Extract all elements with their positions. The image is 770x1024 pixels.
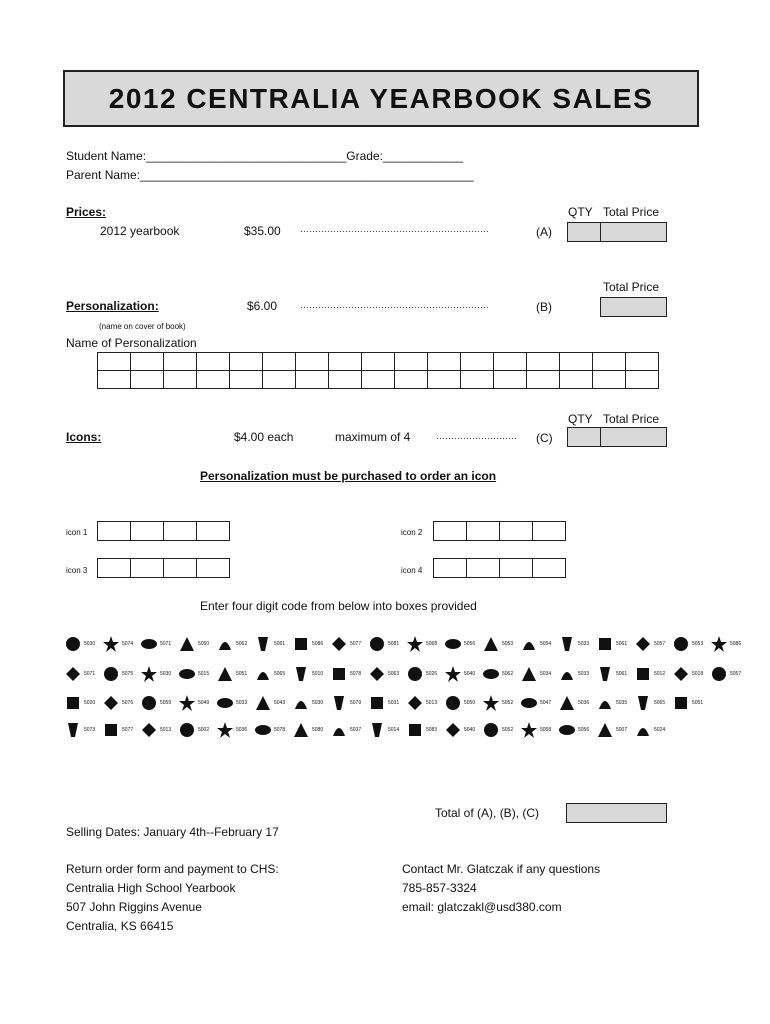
clipart-icon xyxy=(633,664,653,684)
icon-code: 5077 xyxy=(122,727,134,733)
icon-code: 5063 xyxy=(388,671,400,677)
icon3-label: icon 3 xyxy=(66,566,88,575)
catalog-icon xyxy=(253,634,291,654)
icon2-code-boxes[interactable] xyxy=(433,521,566,541)
clipart-icon xyxy=(177,720,197,740)
icon-code: 5007 xyxy=(616,727,628,733)
icon-catalog-row xyxy=(63,720,671,740)
return-line-3: 507 John Riggins Avenue xyxy=(66,900,202,914)
code-b: (B) xyxy=(536,300,552,314)
icon-code: 5053 xyxy=(502,641,514,647)
catalog-icon xyxy=(405,720,443,740)
catalog-icon xyxy=(671,634,709,654)
icon-catalog-row xyxy=(63,634,747,654)
icon4-code-boxes[interactable] xyxy=(433,558,566,578)
icon-code: 5015 xyxy=(198,671,210,677)
clipart-icon xyxy=(329,634,349,654)
catalog-icon xyxy=(557,634,595,654)
icon-code: 5040 xyxy=(464,727,476,733)
clipart-icon xyxy=(481,720,501,740)
clipart-icon xyxy=(595,664,615,684)
icon-code: 5059 xyxy=(160,700,172,706)
contact-line-1: Contact Mr. Glatczak if any questions xyxy=(402,862,601,876)
catalog-icon xyxy=(329,664,367,684)
clipart-icon xyxy=(63,720,83,740)
catalog-icon xyxy=(595,634,633,654)
catalog-icon xyxy=(367,634,405,654)
icon-code: 5051 xyxy=(236,671,248,677)
icon-code: 5013 xyxy=(160,727,172,733)
catalog-icon xyxy=(519,693,557,713)
catalog-icon xyxy=(671,664,709,684)
icon-code: 5030 xyxy=(312,700,324,706)
parent-name-field[interactable]: Parent Name:__________________________________________________ xyxy=(66,168,474,182)
catalog-icon xyxy=(139,693,177,713)
yearbook-qty-box[interactable] xyxy=(567,222,602,242)
icon-code: 5086 xyxy=(312,641,324,647)
icon-catalog-row xyxy=(63,693,709,713)
code-a: (A) xyxy=(536,225,552,239)
clipart-icon xyxy=(481,634,501,654)
total-header-icons: Total Price xyxy=(603,412,660,426)
icon-code: 5056 xyxy=(578,727,590,733)
clipart-icon xyxy=(405,693,425,713)
catalog-icon xyxy=(215,634,253,654)
student-name-field[interactable] xyxy=(66,149,463,163)
clipart-icon xyxy=(367,720,387,740)
icon-code: 5002 xyxy=(198,727,210,733)
clipart-icon xyxy=(63,634,83,654)
clipart-icon xyxy=(709,634,729,654)
icon-code: 5071 xyxy=(84,671,96,677)
icon-code: 5050 xyxy=(198,641,210,647)
clipart-icon xyxy=(291,720,311,740)
catalog-icon xyxy=(367,664,405,684)
qty-header-icons: QTY xyxy=(568,412,593,426)
clipart-icon xyxy=(215,693,235,713)
catalog-icon xyxy=(481,634,519,654)
personalization-letter-grid[interactable] xyxy=(97,352,659,389)
icon-code: 5057 xyxy=(654,641,666,647)
icon3-code-boxes[interactable] xyxy=(97,558,230,578)
clipart-icon xyxy=(367,664,387,684)
icon-code: 5014 xyxy=(388,727,400,733)
return-line-2: Centralia High School Yearbook xyxy=(66,881,236,895)
catalog-icon xyxy=(63,664,101,684)
icon-code: 5071 xyxy=(160,641,172,647)
icon-code: 5065 xyxy=(274,671,286,677)
clipart-icon xyxy=(63,693,83,713)
student-name-label: Student Name:______________________________ xyxy=(66,149,347,163)
icon-code: 5018 xyxy=(692,671,704,677)
catalog-icon xyxy=(139,720,177,740)
clipart-icon xyxy=(177,634,197,654)
icon-code: 5036 xyxy=(578,700,590,706)
icons-dots: ……………………… xyxy=(436,431,517,441)
clipart-icon xyxy=(595,634,615,654)
icon-code: 5075 xyxy=(122,671,134,677)
catalog-icon xyxy=(63,634,101,654)
return-line-4: Centralia, KS 66415 xyxy=(66,919,174,933)
icon-catalog-row xyxy=(63,664,747,684)
icon-code: 5080 xyxy=(312,727,324,733)
catalog-icon xyxy=(101,634,139,654)
clipart-icon xyxy=(329,664,349,684)
clipart-icon xyxy=(139,693,159,713)
icon-code: 5035 xyxy=(616,700,628,706)
icon-code: 5049 xyxy=(198,700,210,706)
clipart-icon xyxy=(177,693,197,713)
icon4-label: icon 4 xyxy=(401,566,423,575)
icon-code: 5061 xyxy=(274,641,286,647)
catalog-icon xyxy=(709,634,747,654)
icon-code: 5078 xyxy=(350,671,362,677)
icon-code: 5030 xyxy=(84,641,96,647)
clipart-icon xyxy=(595,693,615,713)
catalog-icon xyxy=(215,664,253,684)
clipart-icon xyxy=(139,720,159,740)
clipart-icon xyxy=(329,720,349,740)
icon-code: 5052 xyxy=(502,727,514,733)
catalog-icon xyxy=(177,693,215,713)
catalog-icon xyxy=(709,664,747,684)
catalog-icon xyxy=(443,720,481,740)
clipart-icon xyxy=(481,664,501,684)
icon-code: 5086 xyxy=(730,641,742,647)
clipart-icon xyxy=(443,664,463,684)
catalog-icon xyxy=(101,664,139,684)
icon-code: 5047 xyxy=(540,700,552,706)
catalog-icon xyxy=(481,664,519,684)
clipart-icon xyxy=(633,634,653,654)
catalog-icon xyxy=(519,634,557,654)
clipart-icon xyxy=(215,634,235,654)
icon-code: 5077 xyxy=(350,641,362,647)
catalog-icon xyxy=(253,720,291,740)
icon-code: 5031 xyxy=(388,700,400,706)
clipart-icon xyxy=(519,720,539,740)
clipart-icon xyxy=(101,720,121,740)
icon-code: 5043 xyxy=(274,700,286,706)
clipart-icon xyxy=(481,693,501,713)
personalization-dots: ……………………………………………………… xyxy=(300,300,489,310)
icon-code: 5020 xyxy=(84,700,96,706)
clipart-icon xyxy=(291,693,311,713)
clipart-icon xyxy=(405,664,425,684)
personalization-note: (name on cover of book) xyxy=(99,322,186,331)
catalog-icon xyxy=(405,693,443,713)
clipart-icon xyxy=(139,664,159,684)
clipart-icon xyxy=(405,634,425,654)
total-header-personalization: Total Price xyxy=(603,280,660,294)
catalog-icon xyxy=(101,720,139,740)
selling-dates: Selling Dates: January 4th--February 17 xyxy=(66,825,279,839)
total-header-prices: Total Price xyxy=(603,205,660,219)
yearbook-total-box[interactable] xyxy=(600,222,667,242)
icon-notice: Personalization must be purchased to order an icon xyxy=(200,469,497,483)
clipart-icon xyxy=(709,664,729,684)
code-c: (C) xyxy=(536,431,553,445)
catalog-icon xyxy=(215,693,253,713)
catalog-icon xyxy=(291,720,329,740)
icon-code: 5074 xyxy=(122,641,134,647)
catalog-icon xyxy=(481,693,519,713)
icon-code: 5012 xyxy=(654,671,666,677)
clipart-icon xyxy=(291,664,311,684)
clipart-icon xyxy=(291,634,311,654)
clipart-icon xyxy=(443,693,463,713)
catalog-icon xyxy=(557,693,595,713)
icon2-label: icon 2 xyxy=(401,528,423,537)
catalog-icon xyxy=(367,693,405,713)
clipart-icon xyxy=(253,720,273,740)
clipart-icon xyxy=(253,634,273,654)
catalog-icon xyxy=(329,634,367,654)
icon-code: 5054 xyxy=(540,641,552,647)
icons-price: $4.00 each xyxy=(234,430,294,444)
catalog-icon xyxy=(519,720,557,740)
catalog-icon xyxy=(595,664,633,684)
page-title: 2012 CENTRALIA YEARBOOK SALES xyxy=(63,70,699,127)
catalog-icon xyxy=(329,720,367,740)
catalog-icon xyxy=(443,634,481,654)
icons-total-box[interactable] xyxy=(600,427,667,447)
icons-heading: Icons: xyxy=(66,430,102,444)
personalization-price: $6.00 xyxy=(247,299,278,313)
clipart-icon xyxy=(253,664,273,684)
icon-code: 5026 xyxy=(426,671,438,677)
clipart-icon xyxy=(253,693,273,713)
icons-max: maximum of 4 xyxy=(335,430,411,444)
icon-code: 5061 xyxy=(616,671,628,677)
icon-code: 5051 xyxy=(692,700,704,706)
icon1-label: icon 1 xyxy=(66,528,88,537)
clipart-icon xyxy=(557,664,577,684)
icon-code: 5065 xyxy=(654,700,666,706)
clipart-icon xyxy=(139,634,159,654)
catalog-icon xyxy=(595,720,633,740)
icon-code: 5050 xyxy=(464,700,476,706)
prices-heading: Prices: xyxy=(66,205,107,219)
catalog-icon xyxy=(367,720,405,740)
catalog-icon xyxy=(139,634,177,654)
catalog-icon xyxy=(481,720,519,740)
icon-code: 5076 xyxy=(122,700,134,706)
catalog-icon xyxy=(177,634,215,654)
icon-code: 5040 xyxy=(464,671,476,677)
icon-code: 5056 xyxy=(464,641,476,647)
icon-code: 5083 xyxy=(426,727,438,733)
icon-code: 5062 xyxy=(502,671,514,677)
icon-code: 5033 xyxy=(236,700,248,706)
clipart-icon xyxy=(633,693,653,713)
icons-qty-box[interactable] xyxy=(567,427,602,447)
grade-label: Grade:____________ xyxy=(346,149,464,163)
catalog-icon xyxy=(633,634,671,654)
catalog-icon xyxy=(633,664,671,684)
catalog-icon xyxy=(63,693,101,713)
icon1-code-boxes[interactable] xyxy=(97,521,230,541)
catalog-icon xyxy=(177,664,215,684)
clipart-icon xyxy=(405,720,425,740)
return-line-1: Return order form and payment to CHS: xyxy=(66,862,279,876)
clipart-icon xyxy=(557,693,577,713)
icon-code: 5073 xyxy=(84,727,96,733)
catalog-icon xyxy=(253,693,291,713)
grand-total-box[interactable] xyxy=(566,803,667,823)
clipart-icon xyxy=(177,664,197,684)
catalog-icon xyxy=(139,664,177,684)
icon-code: 5062 xyxy=(236,641,248,647)
catalog-icon xyxy=(671,693,709,713)
totals-label: Total of (A), (B), (C) xyxy=(435,806,540,820)
clipart-icon xyxy=(443,720,463,740)
clipart-icon xyxy=(595,720,615,740)
catalog-icon xyxy=(215,720,253,740)
clipart-icon xyxy=(367,693,387,713)
clipart-icon xyxy=(215,664,235,684)
clipart-icon xyxy=(671,634,691,654)
catalog-icon xyxy=(595,693,633,713)
catalog-icon xyxy=(177,720,215,740)
icon-code: 5052 xyxy=(502,700,514,706)
prices-dots: ……………………………………………………… xyxy=(300,224,489,234)
catalog-icon xyxy=(291,693,329,713)
catalog-icon xyxy=(519,664,557,684)
icon-code: 5061 xyxy=(616,641,628,647)
catalog-icon xyxy=(557,720,595,740)
catalog-icon xyxy=(633,720,671,740)
catalog-icon xyxy=(63,720,101,740)
catalog-icon xyxy=(253,664,291,684)
clipart-icon xyxy=(329,693,349,713)
catalog-icon xyxy=(329,693,367,713)
clipart-icon xyxy=(519,634,539,654)
icon-code: 5037 xyxy=(350,727,362,733)
clipart-icon xyxy=(557,720,577,740)
clipart-icon xyxy=(101,634,121,654)
icon-code: 5034 xyxy=(540,671,552,677)
icon-code: 5030 xyxy=(160,671,172,677)
clipart-icon xyxy=(101,693,121,713)
clipart-icon xyxy=(671,693,691,713)
yearbook-price: $35.00 xyxy=(244,224,281,238)
clipart-icon xyxy=(671,664,691,684)
icon-code: 5036 xyxy=(236,727,248,733)
catalog-icon xyxy=(291,634,329,654)
icon-code: 5057 xyxy=(730,671,742,677)
icon-code: 5081 xyxy=(388,641,400,647)
personalization-heading: Personalization: xyxy=(66,299,159,313)
icon-code: 5024 xyxy=(654,727,666,733)
clipart-icon xyxy=(519,664,539,684)
catalog-icon xyxy=(443,693,481,713)
clipart-icon xyxy=(443,634,463,654)
clipart-icon xyxy=(101,664,121,684)
clipart-icon xyxy=(215,720,235,740)
clipart-icon xyxy=(633,720,653,740)
icon-code: 5013 xyxy=(426,700,438,706)
clipart-icon xyxy=(63,664,83,684)
personalization-total-box[interactable] xyxy=(600,297,667,317)
clipart-icon xyxy=(519,693,539,713)
icon-code: 5010 xyxy=(312,671,324,677)
clipart-icon xyxy=(557,634,577,654)
icon-code: 5079 xyxy=(350,700,362,706)
icon-code: 5033 xyxy=(578,671,590,677)
catalog-icon xyxy=(557,664,595,684)
icon-code: 5053 xyxy=(692,641,704,647)
icon-instruction: Enter four digit code from below into boxes provided xyxy=(200,599,477,613)
catalog-icon xyxy=(443,664,481,684)
icon-code: 5078 xyxy=(274,727,286,733)
icon-code: 5058 xyxy=(540,727,552,733)
contact-line-3: email: glatczakl@usd380.com xyxy=(402,900,562,914)
catalog-icon xyxy=(633,693,671,713)
personalization-name-label: Name of Personalization xyxy=(66,336,197,350)
yearbook-item: 2012 yearbook xyxy=(100,224,180,238)
qty-header-prices: QTY xyxy=(568,205,593,219)
icon-code: 5068 xyxy=(426,641,438,647)
catalog-icon xyxy=(101,693,139,713)
clipart-icon xyxy=(367,634,387,654)
contact-line-2: 785-857-3324 xyxy=(402,881,477,895)
catalog-icon xyxy=(291,664,329,684)
catalog-icon xyxy=(405,634,443,654)
catalog-icon xyxy=(405,664,443,684)
icon-code: 5033 xyxy=(578,641,590,647)
